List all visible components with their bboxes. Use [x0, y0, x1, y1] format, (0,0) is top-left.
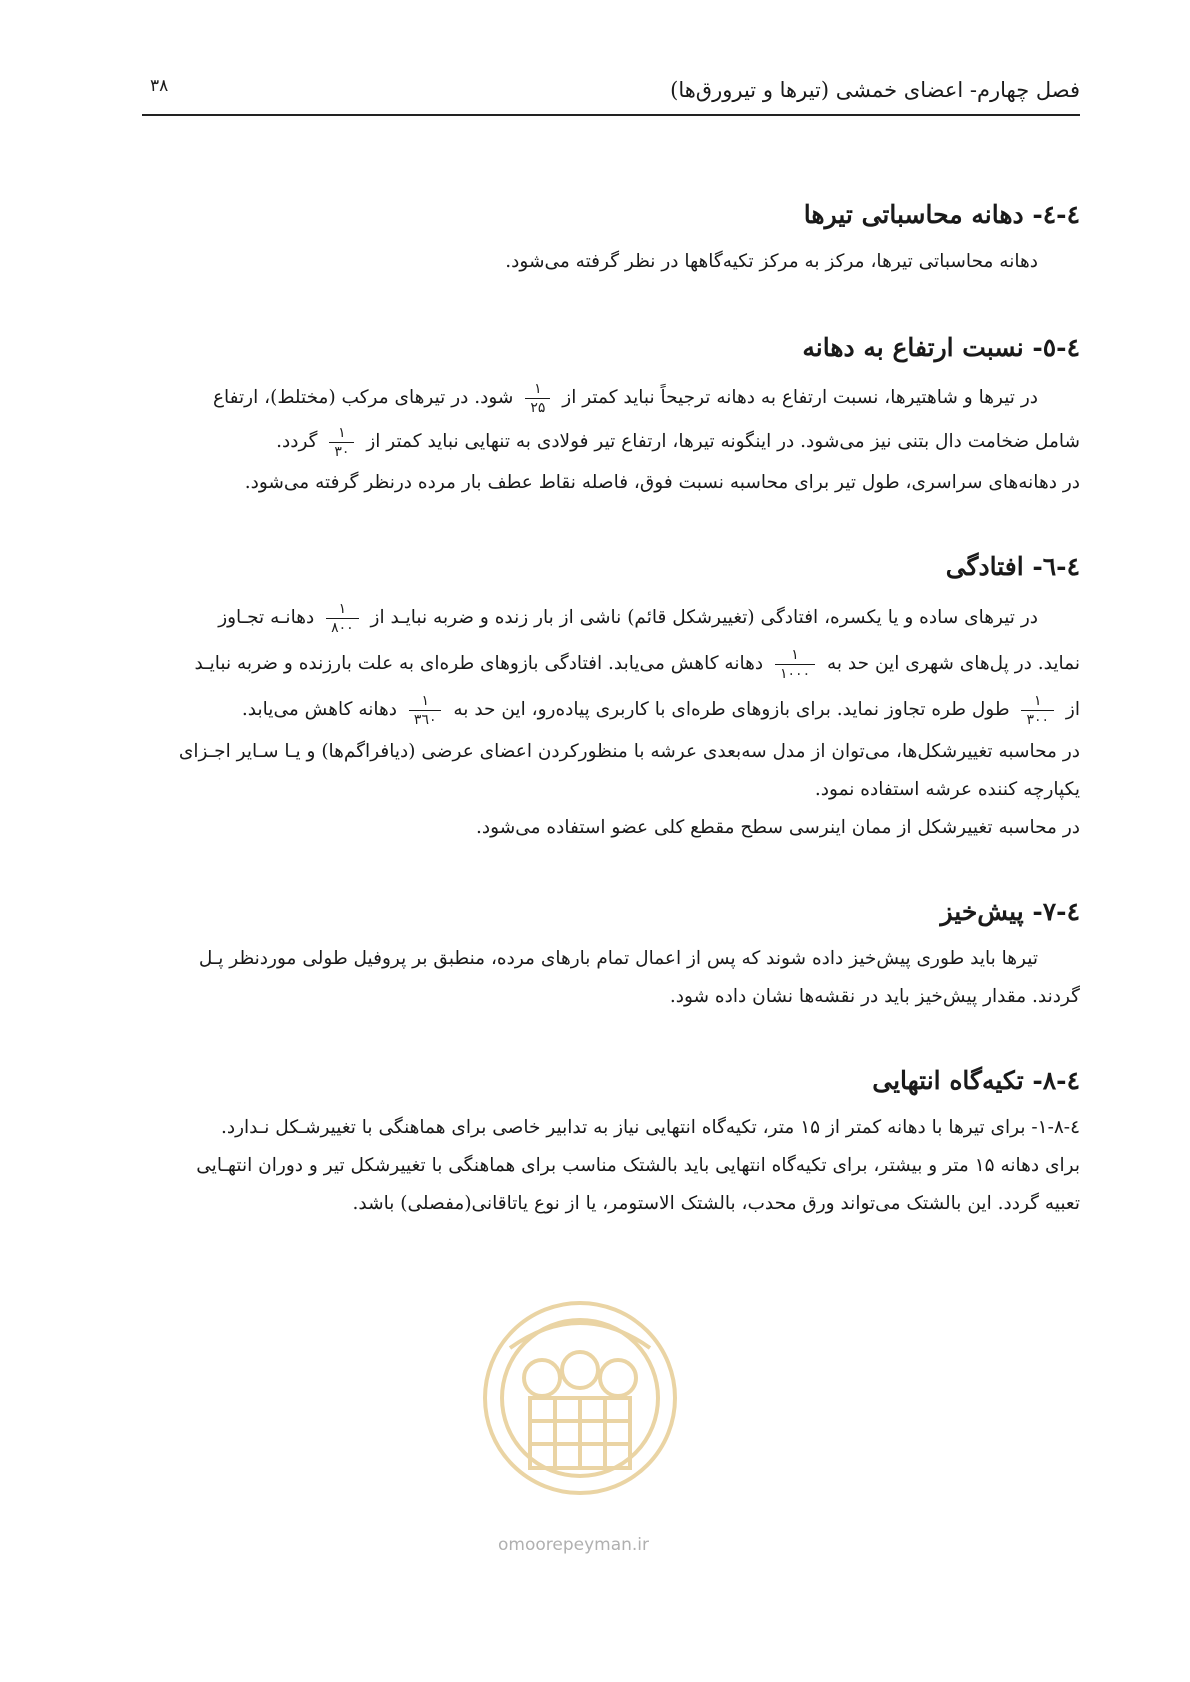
text-run: شامل ضخامت دال بتنی نیز می‌شود. در اینگونه تیرها، ارتفاع تیر فولادی به تنهایی نباید کمتر از: [366, 431, 1080, 452]
paragraph-line: [142, 595, 1080, 641]
fraction-numerator: ۱: [421, 692, 429, 709]
fraction: [326, 602, 359, 635]
paragraph-line: [142, 641, 1080, 687]
fraction-numerator: ۱: [534, 380, 542, 397]
text-run: نماید. در پل‌های شهری این حد به: [826, 653, 1080, 674]
paragraph-line: یکپارچه کننده عرشه استفاده نمود.: [814, 779, 1080, 800]
paragraph-line: برای دهانه ۱۵ متر و بیشتر، برای تکیه‌گاه انتهایی باید بالشتک مناسب برای هماهنگی با تغییرشکل تیر و دوران انتهـایی: [196, 1155, 1080, 1176]
paragraph-line: تعبیه گردد. این بالشتک می‌تواند ورق محدب، بالشتک الاستومر، یا از نوع یاتاقانی(مفصلی) باشد.: [352, 1193, 1080, 1214]
section-heading-4-6: ٤-٦- افتادگی: [945, 552, 1080, 581]
paragraph-line: در محاسبه تغییرشکل از ممان اینرسی سطح مقطع کلی عضو استفاده می‌شود.: [476, 817, 1080, 838]
paragraph-line: تیرها باید طوری پیش‌خیز داده شوند که پس از اعمال تمام بارهای مرده، منطبق بر پروفیل طولی موردنظر پـل: [198, 948, 1038, 969]
paragraph-line: [142, 376, 1080, 420]
text-run: در تیرها و شاهتیرها، نسبت ارتفاع به دهانه ترجیحاً نباید کمتر از: [562, 387, 1038, 408]
text-run: شود. در تیرهای مرکب (مختلط)، ارتفاع: [213, 387, 514, 408]
fraction-numerator: ۱: [338, 424, 346, 441]
paragraph-line: ٤-٨-١- برای تیرها با دهانه کمتر از ۱۵ متر، تکیه‌گاه انتهایی نیاز به تدابیر خاصی برای هماهنگی با تغییرشـکل نـدارد.: [220, 1117, 1080, 1138]
fraction-denominator: ۳۰: [334, 443, 350, 460]
section-heading-4-7: ٤-٧- پیش‌خیز: [940, 897, 1080, 926]
paragraph-line: در محاسبه تغییرشکل‌ها، می‌توان از مدل سه‌بعدی عرشه با منظورکردن اعضای عرضی (دیافراگم‌ها) و یـا سـایر اجـزای: [178, 741, 1080, 762]
page-content: [142, 200, 1080, 1223]
fraction-denominator: ۳٦۰: [413, 711, 437, 728]
paragraph: دهانه محاسباتی تیرها، مرکز به مرکز تکیه‌گاهها در نظر گرفته می‌شود.: [505, 251, 1038, 272]
fraction-denominator: ۲۵: [530, 399, 546, 416]
paragraph-line: [142, 420, 1080, 464]
page-header: [142, 70, 1080, 116]
fraction-numerator: ۱: [791, 646, 799, 663]
watermark-url: omoorepeyman.ir: [498, 1535, 650, 1555]
fraction-numerator: ۱: [338, 600, 347, 617]
text-run: گردد.: [276, 431, 318, 452]
paragraph-line: گردند. مقدار پیش‌خیز باید در نقشه‌ها نشان داده شود.: [669, 986, 1080, 1007]
text-run: دهانه کاهش می‌یابد. افتادگی بازوهای طره‌ای به علت بارزنده و ضربه نبایـد: [194, 653, 764, 674]
text-run: دهانـه تجـاوز: [218, 607, 315, 628]
text-run: دهانه کاهش می‌یابد.: [241, 699, 398, 720]
paragraph-line: [142, 687, 1080, 733]
section-heading-4-5: ٤-٥- نسبت ارتفاع به دهانه: [802, 333, 1080, 362]
fraction-denominator: ۱۰۰۰: [780, 665, 811, 682]
text-run: طول طره تجاوز نماید. برای بازوهای طره‌ای با کاربری پیاده‌رو، این حد به: [453, 699, 1010, 720]
fraction: [409, 694, 442, 727]
omoor-peyman-logo-icon: [470, 1278, 690, 1518]
fraction: [1021, 694, 1054, 727]
section-heading-4-8: ٤-٨- تکیه‌گاه انتهایی: [872, 1066, 1080, 1095]
running-title: فصل چهارم- اعضای خمشی (تیرها و تیرورق‌ها): [670, 78, 1080, 102]
page-number: ۳۸: [150, 76, 169, 96]
fraction: [525, 382, 550, 415]
text-run: در تیرهای ساده و یا یکسره، افتادگی (تغییرشکل قائم) ناشی از بار زنده و ضربه نبایـد از: [370, 607, 1038, 628]
fraction-denominator: ۸۰۰: [331, 619, 354, 636]
fraction: [329, 426, 354, 459]
paragraph-line: در دهانه‌های سراسری، طول تیر برای محاسبه نسبت فوق، فاصله نقاط عطف بار مرده درنظر گرفته می‌شود.: [244, 472, 1080, 493]
section-heading-4-4: ٤-٤- دهانه محاسباتی تیرها: [803, 200, 1080, 229]
text-run: از: [1065, 699, 1080, 720]
fraction-denominator: ۳۰۰: [1026, 711, 1050, 728]
fraction: [775, 648, 815, 681]
fraction-numerator: ۱: [1033, 692, 1042, 709]
